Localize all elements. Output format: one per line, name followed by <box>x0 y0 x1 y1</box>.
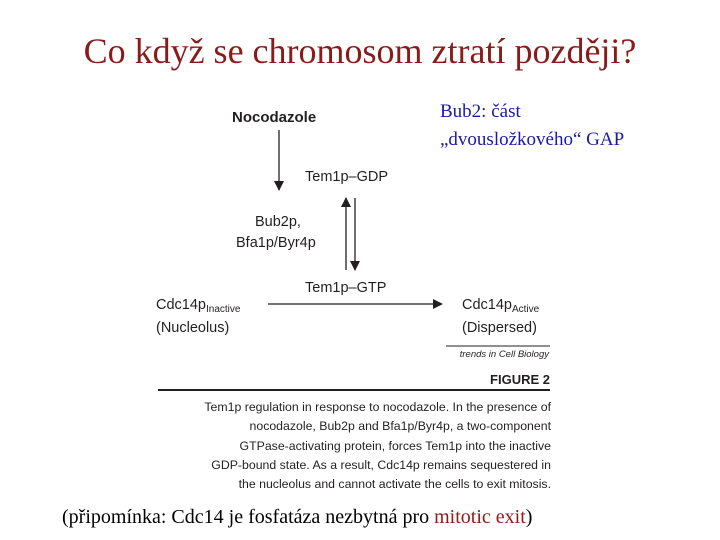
bub2-note-line-2: „dvousložkového“ GAP <box>440 129 625 150</box>
reminder-note <box>62 506 532 529</box>
reminder-text: připomínka: Cdc14 je fosfatáza nezbytná pro <box>68 506 435 528</box>
cdc14-active-subscript: Active <box>511 304 540 315</box>
caption-line: GDP-bound state. As a result, Cdc14p remains sequestered in <box>211 457 551 472</box>
bub2-note-line-1: Bub2: část <box>440 101 521 122</box>
figure-number: FIGURE 2 <box>490 372 550 387</box>
caption-line: GTPase-activating protein, forces Tem1p into the inactive <box>239 438 551 453</box>
cdc14-left-name: Cdc14p <box>156 297 206 313</box>
cdc14-active-label <box>462 297 540 315</box>
cdc14-right-name: Cdc14p <box>462 297 512 313</box>
caption-line: the nucleolus and cannot activate the cells to exit mitosis. <box>238 477 551 492</box>
mitotic-exit-highlight: mitotic exit <box>434 506 526 528</box>
caption-line: nocodazole, Bub2p and Bfa1p/Byr4p, a two-component <box>249 419 551 434</box>
slide-title: Co když se chromosom ztratí později? <box>83 31 637 71</box>
tem1-gtp-label: Tem1p–GTP <box>305 280 387 296</box>
journal-label: trends in Cell Biology <box>459 349 549 360</box>
bfa1-label: Bfa1p/Byr4p <box>236 235 316 251</box>
cdc14-inactive-subscript: Inactive <box>205 304 241 315</box>
cdc14-inactive-label <box>156 297 241 315</box>
reminder-close-paren: ) <box>525 506 533 528</box>
dispersed-label: (Dispersed) <box>462 320 537 336</box>
caption-line: Tem1p regulation in response to nocodazole. In the presence of <box>204 400 551 414</box>
figure-caption <box>158 398 551 494</box>
bub2-label: Bub2p, <box>255 214 301 230</box>
reminder-open-paren: ( <box>62 506 69 528</box>
nucleolus-label: (Nucleolus) <box>156 320 230 336</box>
tem1-gdp-label: Tem1p–GDP <box>305 169 389 185</box>
nocodazole-label: Nocodazole <box>232 109 317 126</box>
